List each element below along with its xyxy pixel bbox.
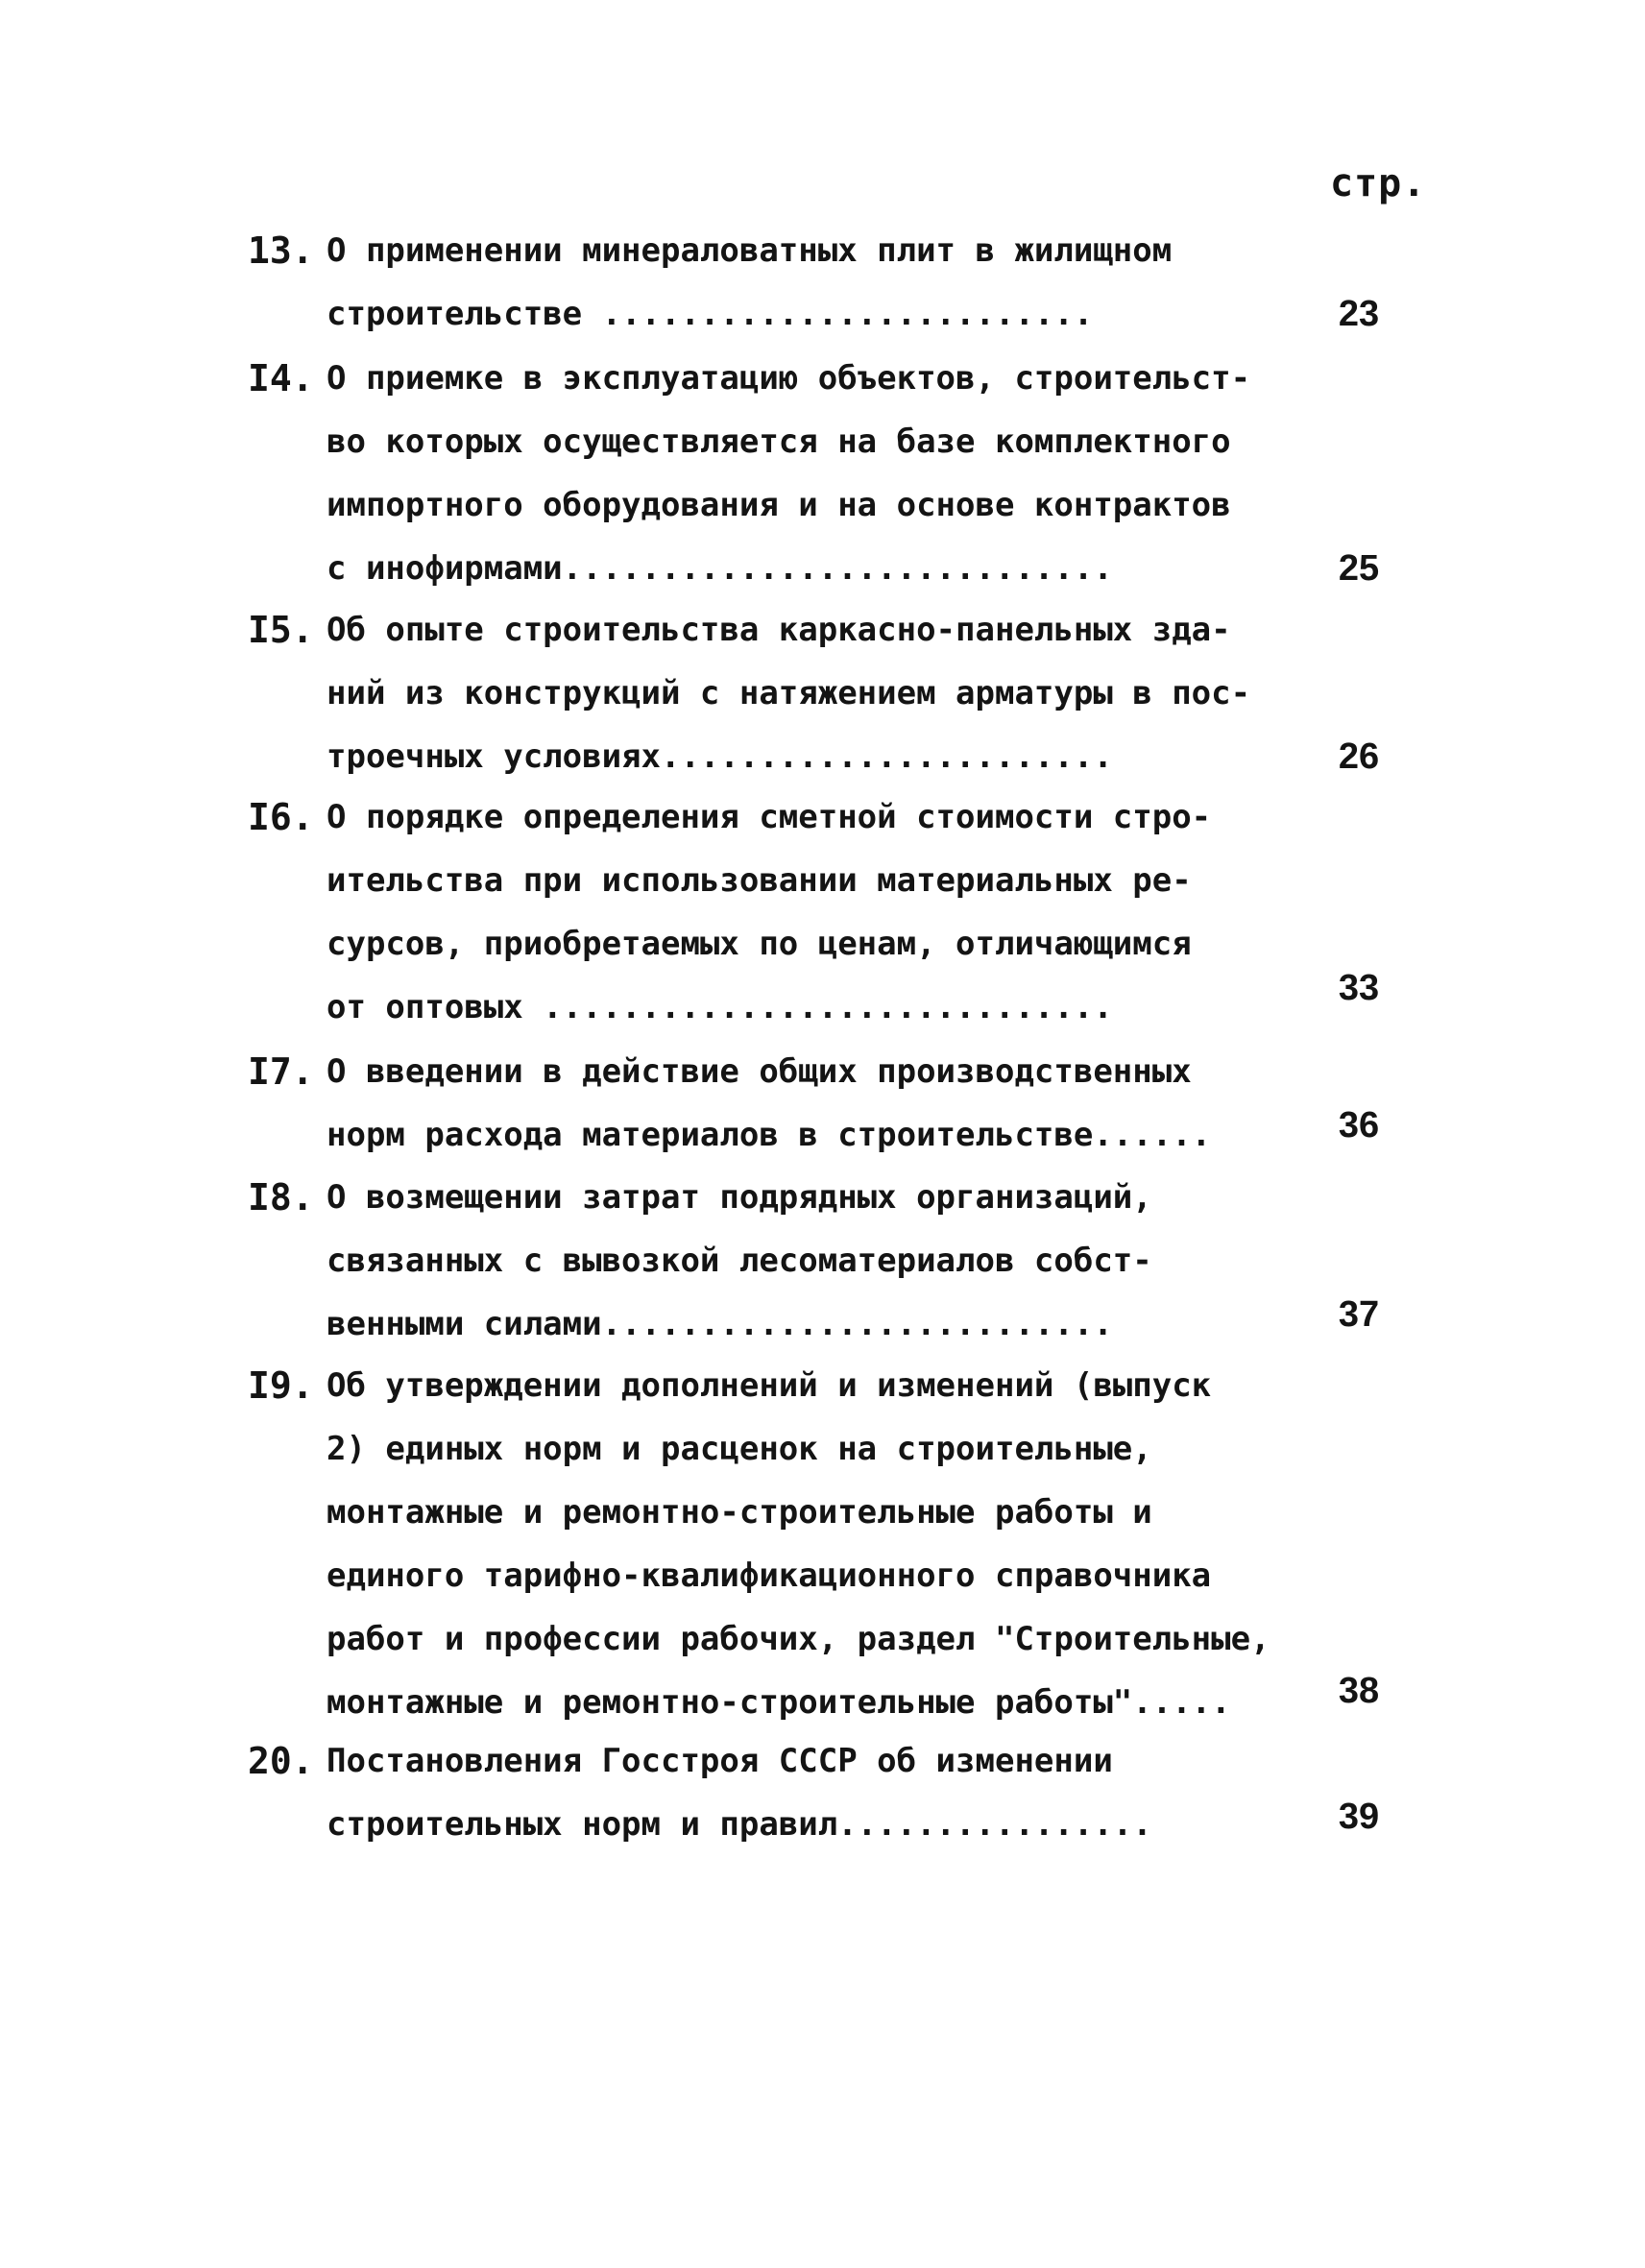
entry-title <box>327 347 1287 600</box>
entry-title <box>327 1729 1287 1856</box>
entry-title-line: ний из конструкций с натяжением арматуры в пос- <box>327 674 1251 712</box>
entry-title-line: О порядке определения сметной стоимости стро- <box>327 798 1212 836</box>
entry-number: I9. <box>248 1364 314 1407</box>
entry-page-number: 36 <box>1338 1105 1380 1146</box>
entry-number: I8. <box>248 1176 314 1218</box>
entry-title-line: О введении в действие общих производственных <box>327 1052 1192 1091</box>
entry-title <box>327 1040 1287 1167</box>
entry-title <box>327 1166 1287 1356</box>
entry-title-line: Об утверждении дополнений и изменений (выпуск <box>327 1366 1212 1405</box>
entry-title-line: монтажные и ремонтно-строительные работы и <box>327 1493 1152 1532</box>
entry-title-line: ительства при использовании материальных ре- <box>327 861 1192 900</box>
entry-page-number: 39 <box>1338 1797 1380 1837</box>
entry-title <box>327 598 1287 788</box>
entry-title-line: с инофирмами............................ <box>327 549 1113 588</box>
entry-page-number: 37 <box>1338 1294 1380 1335</box>
entry-page-number: 26 <box>1338 736 1380 777</box>
entry-page-number: 25 <box>1338 548 1380 589</box>
entry-title-line: норм расхода материалов в строительстве...... <box>327 1116 1212 1154</box>
entry-title-line: Постановления Госстроя СССР об изменении <box>327 1742 1113 1780</box>
entry-number: I5. <box>248 609 314 651</box>
entry-title-line: строительстве ......................... <box>327 295 1094 333</box>
entry-title-line: строительных норм и правил................ <box>327 1805 1152 1844</box>
entry-title-line: О применении минераловатных плит в жилищном <box>327 231 1173 270</box>
entry-number: I4. <box>248 357 314 399</box>
entry-title-line: связанных с вывозкой лесоматериалов собст- <box>327 1242 1152 1280</box>
entry-title-line: импортного оборудования и на основе контрактов <box>327 486 1231 524</box>
entry-number: I7. <box>248 1050 314 1093</box>
page-column-header: стр. <box>1330 161 1427 205</box>
entry-number: 13. <box>248 229 314 272</box>
entry-page-number: 33 <box>1338 968 1380 1008</box>
entry-title <box>327 1354 1287 1734</box>
entry-title <box>327 219 1287 346</box>
entry-title-line: О возмещении затрат подрядных организаций, <box>327 1178 1152 1217</box>
entry-page-number: 38 <box>1338 1671 1380 1711</box>
entry-title-line: единого тарифно-квалификационного справочника <box>327 1556 1212 1595</box>
entry-title-line: сурсов, приобретаемых по ценам, отличающимся <box>327 925 1192 963</box>
entry-title <box>327 785 1287 1039</box>
entry-title-line: монтажные и ремонтно-строительные работы"..... <box>327 1683 1231 1722</box>
entry-title-line: во которых осуществляется на базе комплектного <box>327 422 1231 461</box>
entry-title-line: О приемке в эксплуатацию объектов, строительст- <box>327 359 1251 398</box>
entry-number: 20. <box>248 1740 314 1782</box>
entry-title-line: 2) единых норм и расценок на строительные, <box>327 1430 1152 1468</box>
entry-title-line: троечных условиях....................... <box>327 737 1113 776</box>
entry-title-line: венными силами.......................... <box>327 1305 1113 1343</box>
entry-page-number: 23 <box>1338 294 1380 334</box>
entry-title-line: Об опыте строительства каркасно-панельных зда- <box>327 611 1231 649</box>
entry-title-line: от оптовых ............................. <box>327 988 1113 1026</box>
entry-title-line: работ и профессии рабочих, раздел "Строительные, <box>327 1620 1270 1658</box>
entry-number: I6. <box>248 796 314 838</box>
